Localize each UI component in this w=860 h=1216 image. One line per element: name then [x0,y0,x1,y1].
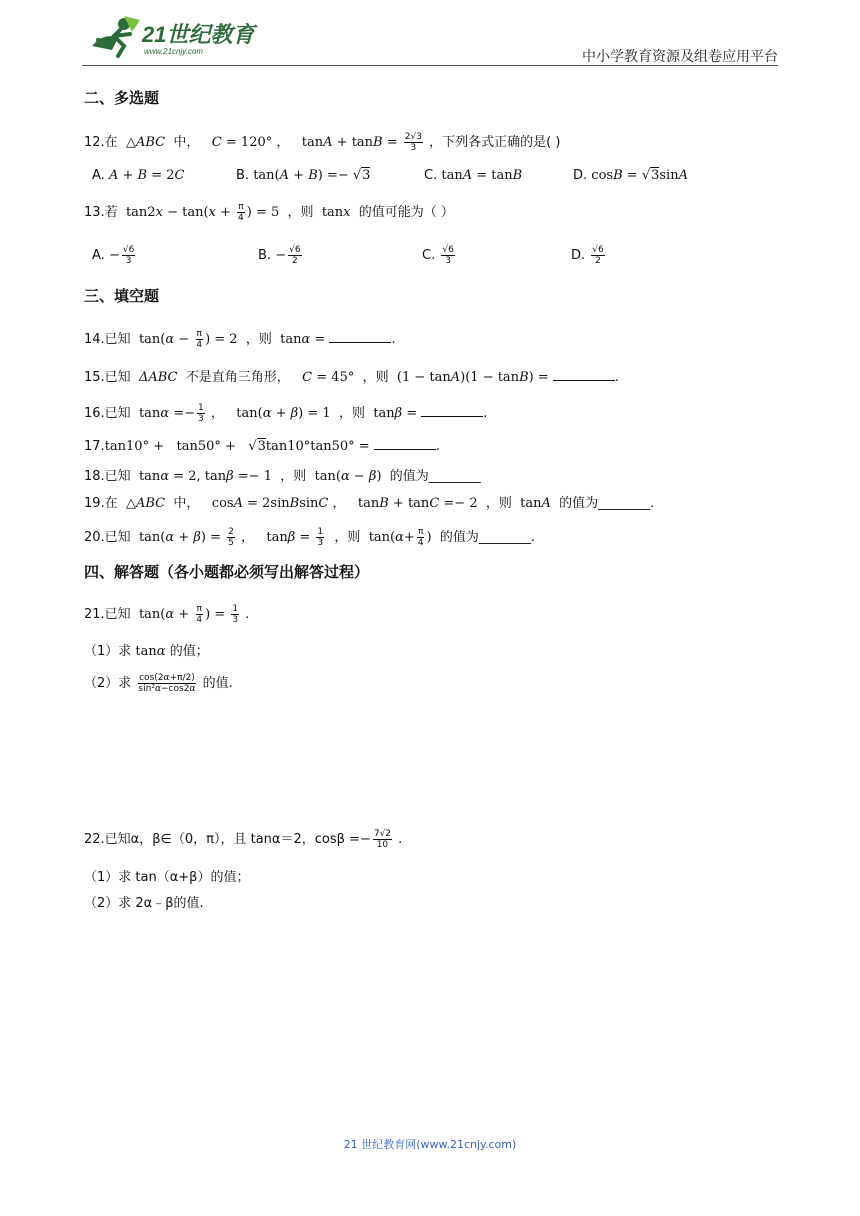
q13-option-d[interactable]: D. $\frac{√6}{2}$ [571,245,604,266]
question-20: 20.已知 tan(α + β) = $\frac{2}{5}$ ， tanβ = $\frac{1}{3}$ ，则 tan(α+ $\frac{\pi}{4}$ ) 的值为________. [84,527,536,548]
section-answer: 四、解答题（各小题都必须写出解答过程） [84,563,370,581]
answer-blank [421,406,483,417]
question-12: 12.在 △ABC 中， C = 120° ， tanA + tanB = $\frac{2√3}{3}$ ，下列各式正确的是( ) [84,132,561,153]
question-22: 22.已知α，β∈（0，π），且 tanα＝2，cosβ =− $\frac{7√2}{10}$ . [84,829,403,850]
question-14: 14.已知 tan(α − $\frac{\pi}{4}$ ) = 2 ，则 tanα = . [84,329,396,350]
question-18: 18.已知 tanα = 2, tanβ =− 1 ，则 tan(α − β) 的值为________ [84,469,481,484]
section-multi-choice: 二、多选题 [84,89,160,107]
q12-option-d[interactable]: D. cosB = √3sinA [573,168,688,183]
header-divider [82,65,778,66]
logo-text: 21世纪教育 [142,22,255,47]
q12-option-b[interactable]: B. tan(A + B) =− √3 [236,168,371,183]
logo-url: www.21cnjy.com [144,47,203,56]
question-16: 16.已知 tanα =− $\frac{1}{3}$ ， tan(α + β) = 1 ，则 tanβ = . [84,403,488,424]
question-21-part-2: （2）求 $\frac{\cos(2\alpha+\pi/2)}{\text{sin²α−cos2α}}$ 的值. [84,673,233,694]
question-15: 15.已知 ΔABC 不是直角三角形， C = 45° ，则 (1 − tanA)(1 − tanB) = . [84,370,619,385]
question-13: 13.若 tan2x − tan(x + $\frac{\pi}{4}$ ) = 5 ，则 tanx 的值可能为（ ） [84,202,454,223]
answer-blank [329,332,391,343]
answer-blank [374,439,436,450]
q13-option-c[interactable]: C. $\frac{√6}{3}$ [422,245,454,266]
site-tagline: 中小学教育资源及组卷应用平台 [582,49,778,65]
q13-option-a[interactable]: A. − $\frac{√6}{3}$ [92,245,135,266]
question-22-part-1: （1）求 tan（α+β）的值； [84,870,250,885]
question-21-part-1: （1）求 tanα 的值； [84,644,209,659]
answer-blank [553,370,615,381]
runner-logo-icon [92,16,140,56]
question-22-part-2: （2）求 2α﹣β的值. [84,896,204,911]
question-19: 19.在 △ABC 中， cosA = 2sinBsinC ， tanB + tanC =− 2 ，则 tanA 的值为________. [84,496,655,511]
q12-option-a[interactable]: A. A + B = 2C [92,168,185,183]
site-logo [84,12,264,58]
section-fill-blank: 三、填空题 [84,287,160,305]
question-17: 17.tan10° + tan50° + √3tan10°tan50° = . [84,439,440,454]
q12-option-c[interactable]: C. tanA = tanB [424,168,523,183]
q13-option-b[interactable]: B. − $\frac{√6}{2}$ [258,245,301,266]
question-21: 21.已知 tan(α + $\frac{\pi}{4}$ ) = $\frac{1}{3}$ . [84,604,250,625]
page-footer[interactable]: 21 世纪教育网(www.21cnjy.com) [343,1138,517,1151]
